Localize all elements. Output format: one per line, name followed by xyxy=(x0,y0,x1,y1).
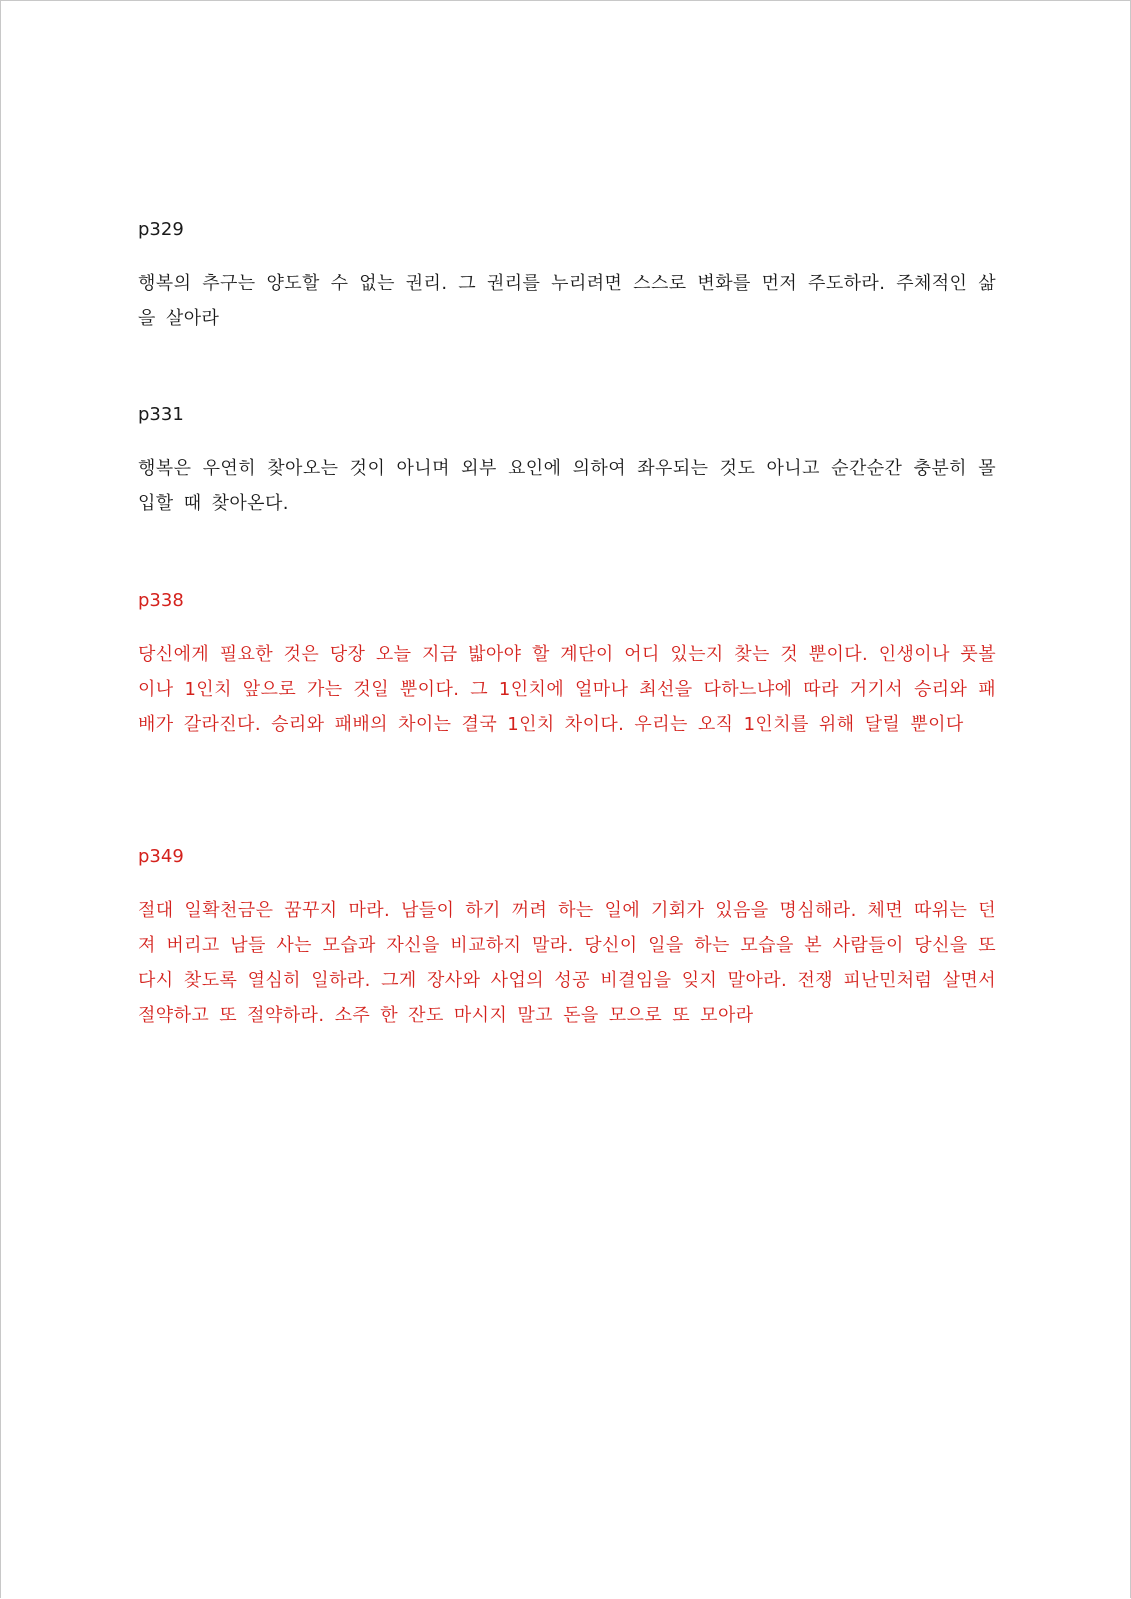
page-number-heading: p338 xyxy=(138,590,184,611)
quote-text: 행복의 추구는 양도할 수 없는 권리. 그 권리를 누리려면 스스로 변화를 먼저 주도하라. 주체적인 삶을 살아라 xyxy=(138,273,996,329)
quote-entry xyxy=(138,218,996,336)
quote-text: 행복은 우연히 찾아오는 것이 아니며 외부 요인에 의하여 좌우되는 것도 아니고 순간순간 충분히 몰입할 때 찾아온다. xyxy=(138,458,996,514)
highlighted-quote-entry xyxy=(138,845,996,1033)
quote-text: 당신에게 필요한 것은 당장 오늘 지금 밟아야 할 계단이 어디 있는지 찾는 것 뿐이다. 인생이나 풋볼이나 1인치 앞으로 가는 것일 뿐이다. 그 1인치에 얼마나 최선을 다하느냐에 따라 거기서 승리와 패배가 갈라진다. 승리와 패배의 차이는 결국 1인치 차이다. 우리는 오직 1인치를 위해 달릴 뿐이다 xyxy=(138,644,996,735)
quote-text: 절대 일확천금은 꿈꾸지 마라. 남들이 하기 꺼려 하는 일에 기회가 있음을 명심해라. 체면 따위는 던져 버리고 남들 사는 모습과 자신을 비교하지 말라. 당신이 일을 하는 모습을 본 사람들이 당신을 또다시 찾도록 열심히 일하라. 그게 장사와 사업의 성공 비결임을 잊지 말아라. 전쟁 피난민처럼 살면서 절약하고 또 절약하라. 소주 한 잔도 마시지 말고 돈을 모으로 또 모아라 xyxy=(138,900,996,1026)
page-number-heading: p349 xyxy=(138,846,184,867)
highlighted-quote-entry xyxy=(138,589,996,742)
page-number-heading: p331 xyxy=(138,404,184,425)
page-number-heading: p329 xyxy=(138,219,184,240)
quote-entry xyxy=(138,403,996,521)
